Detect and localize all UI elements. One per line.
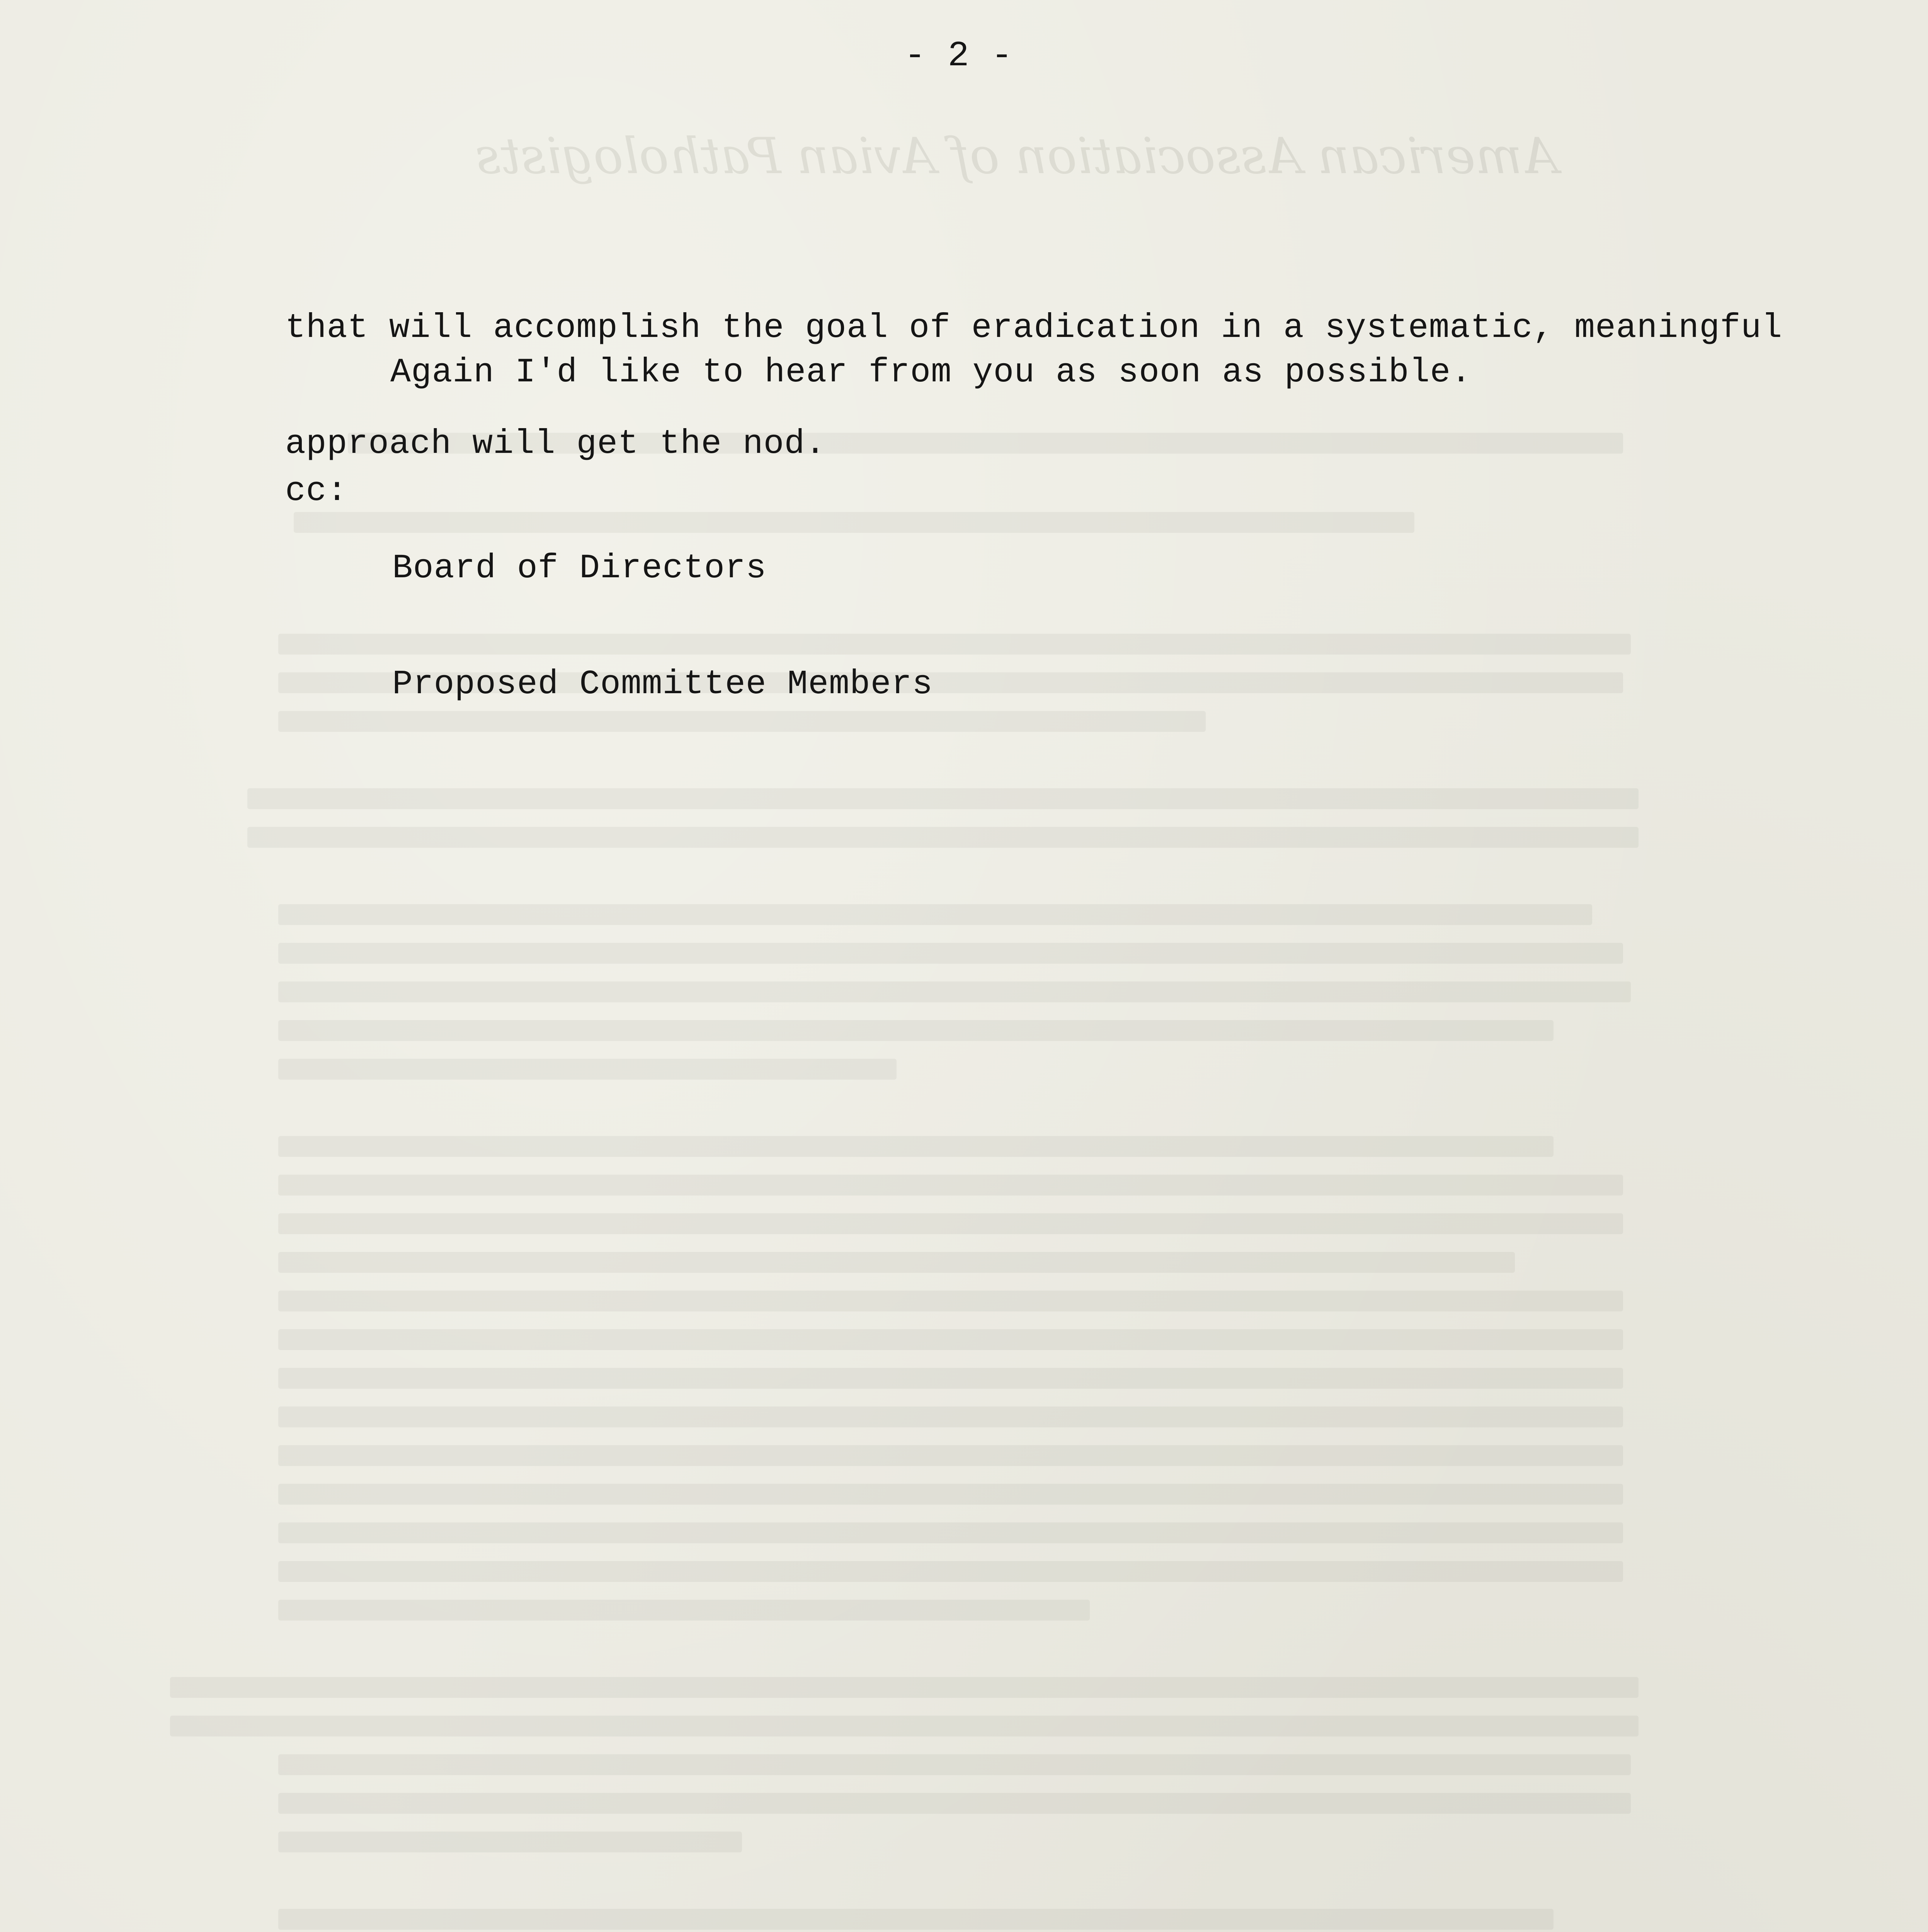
bleed-through-letterhead: American Association of Avian Pathologists <box>475 128 1558 185</box>
cc-recipient: Proposed Committee Members <box>392 665 933 704</box>
paragraph-line: that will accomplish the goal of eradication in a systematic, meaningful <box>285 309 1783 347</box>
cc-recipients <box>392 472 933 781</box>
cc-label: cc: <box>285 472 348 510</box>
cc-recipient: Board of Directors <box>392 549 767 588</box>
paragraph-line: approach will get the nod. <box>285 425 826 463</box>
page-number: - 2 - <box>904 36 1013 76</box>
closing-paragraph: Again I'd like to hear from you as soon as possible. <box>390 354 1472 392</box>
